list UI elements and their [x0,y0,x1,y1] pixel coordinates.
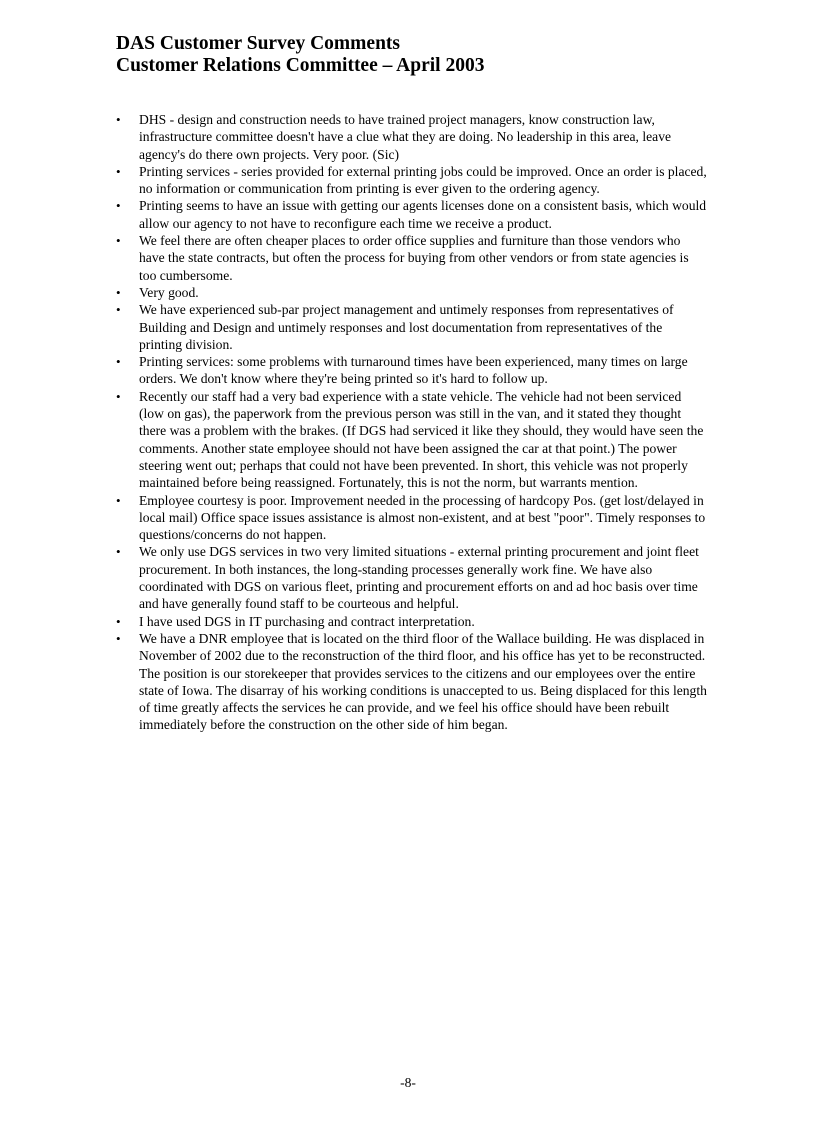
comment-item [116,543,708,612]
bullet-icon: • [116,163,121,179]
page-title-line-2: Customer Relations Committee – April 2003 [116,55,485,76]
bullet-icon: • [116,544,121,560]
comment-text: DHS - design and construction needs to have trained project managers, know construction law, infrastructure committee doesn't have a clue what they are doing. No leadership in this area, leave agency's do there own projects. Very poor. (Sic) [139,112,672,162]
comment-item [116,284,708,301]
bullet-icon: • [116,112,121,127]
bullet-icon: • [116,388,121,404]
bullet-icon: • [116,302,121,318]
page-number: -8- [400,1075,416,1090]
comment-item [116,353,708,388]
comment-text: Printing services - series provided for external printing jobs could be improved. Once an order is placed, no information or communication from printing is ever given to the ordering agency. [139,163,707,197]
comment-text: We only use DGS services in two very limited situations - external printing procurement and joint fleet procurement. In both instances, the long-standing processes generally work fine. We have also coordinated with DGS on various fleet, printing and procurement efforts on and ad hoc basis over time and have generally found staff to be courteous and helpful. [139,544,699,612]
comment-item [116,613,708,630]
bullet-icon: • [116,198,121,214]
comment-item [116,111,708,163]
comment-list [116,111,708,734]
bullet-icon: • [116,630,121,646]
bullet-icon: • [116,492,121,508]
bullet-icon: • [116,354,121,370]
comment-text: We have a DNR employee that is located on the third floor of the Wallace building. He was displaced in November of 2002 due to the reconstruction of the third floor, and his office has yet to be reconstructed. The position is our storekeeper that provides services to the citizens and our employees over the entire state of Iowa. The disarray of his working conditions is unaccepted to us. Being displaced for this length of time greatly affects the services he can provide, and we feel his office should have been rebuilt immediately before the construction on the other side of him began. [139,630,707,733]
comment-item [116,388,708,492]
comment-text: We feel there are often cheaper places to order office supplies and furniture than those vendors who have the state contracts, but often the process for buying from other vendors or from state agencies is too cumbersome. [139,233,689,283]
comment-item [116,492,708,544]
page-title-line-1: DAS Customer Survey Comments [116,33,400,54]
comment-text: Employee courtesy is poor. Improvement needed in the processing of hardcopy Pos. (get lost/delayed in local mail) Office space issues assistance is almost non-existent, and at best "poor". Timely responses to questions/concerns do not happen. [139,492,706,543]
bullet-icon: • [116,284,121,300]
comment-item [116,630,708,734]
bullet-icon: • [116,233,121,249]
comment-item [116,232,708,284]
comment-text: Recently our staff had a very bad experience with a state vehicle. The vehicle had not been serviced (low on gas), the paperwork from the previous person was still in the van, and it stated they thought there was a problem with the brakes. (If DGS had serviced it like they should, they would have seen the comments. Another state employee should not have been assigned the car at that point.) The power steering went out; perhaps that could not have been prevented. In short, this vehicle was not properly maintained before being reassigned. Fortunately, this is not the norm, but warrants mention. [139,388,704,491]
comment-text: I have used DGS in IT purchasing and contract interpretation. [139,613,475,629]
comment-item [116,197,708,232]
comment-text: Printing seems to have an issue with getting our agents licenses done on a consistent basis, which would allow our agency to not have to reconfigure each time we receive a product. [139,198,707,231]
comment-text: Very good. [139,284,199,300]
page-title [116,33,484,77]
comment-text: We have experienced sub-par project management and untimely responses from representatives of Building and Design and untimely responses and lost documentation from representatives of the printing division. [139,302,674,352]
bullet-icon: • [116,613,121,629]
comment-item [116,301,708,353]
comment-text: Printing services: some problems with turnaround times have been experienced, many times on large orders. We don't know where they're being printed so it's hard to follow up. [139,354,688,387]
comment-item [116,163,708,198]
